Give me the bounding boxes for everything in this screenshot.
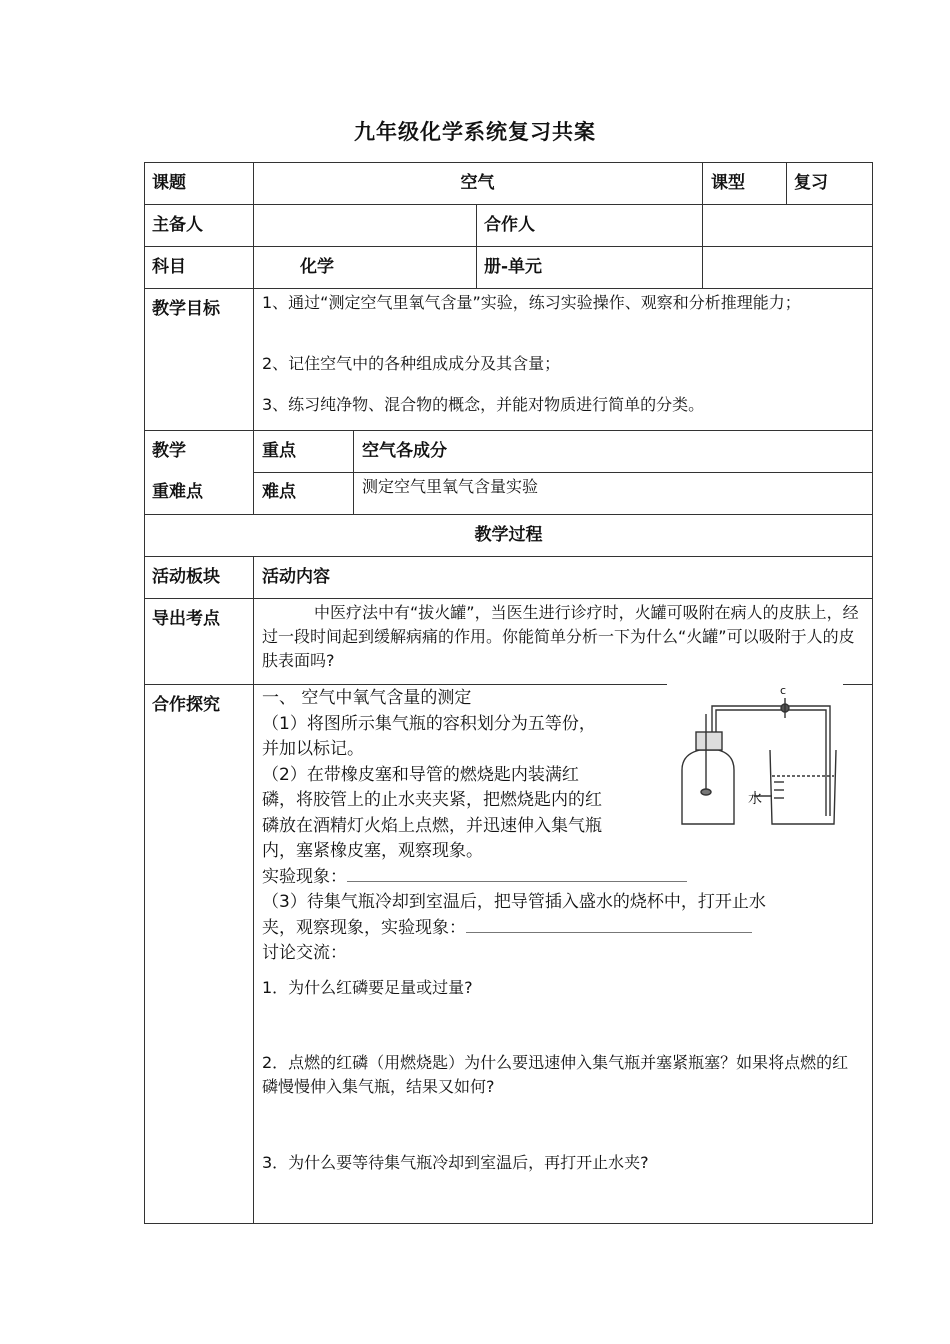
coop-label: 合作人 bbox=[484, 215, 535, 235]
step2-line-b: 磷，将胶管上的止水夹夹紧，把燃烧匙内的红 bbox=[262, 790, 602, 810]
phenomenon-blank-2 bbox=[466, 918, 752, 933]
section-title: 一、 空气中氧气含量的测定 bbox=[262, 688, 472, 708]
difficulty-label: 难点 bbox=[262, 482, 296, 502]
step1-line-b: 并加以标记。 bbox=[262, 739, 364, 759]
step3-line-b: 夹，观察现象，实验现象： bbox=[262, 917, 466, 938]
apparatus-figure bbox=[672, 684, 844, 830]
lead-label: 主备人 bbox=[152, 215, 203, 235]
combustion-spoon bbox=[701, 789, 711, 795]
phenomenon-blank bbox=[347, 867, 687, 882]
unit-label: 册-单元 bbox=[484, 257, 543, 277]
focus-value: 空气各成分 bbox=[362, 441, 447, 461]
discuss-label: 讨论交流： bbox=[262, 943, 347, 963]
process-header: 教学过程 bbox=[474, 525, 543, 545]
topic-label: 课题 bbox=[152, 173, 186, 193]
step2-line-d: 内，塞紧橡皮塞，观察现象。 bbox=[262, 841, 483, 861]
question-2: 2．点燃的红磷（用燃烧匙）为什么要迅速伸入集气瓶并塞紧瓶塞？如果将点燃的红磷慢慢伸入集气瓶，结果又如何? bbox=[262, 1053, 849, 1096]
activity-col-label: 活动板块 bbox=[152, 567, 220, 587]
question-3: 3．为什么要等待集气瓶冷却到室温后，再打开止水夹? bbox=[262, 1153, 649, 1172]
coop-explore-label: 合作探究 bbox=[152, 695, 220, 715]
goal-item-1: 1、通过“测定空气里氧气含量”实验，练习实验操作、观察和分析推理能力； bbox=[262, 293, 801, 312]
intro-label: 导出考点 bbox=[152, 609, 220, 629]
content-col-label: 活动内容 bbox=[262, 567, 330, 587]
goals-label: 教学目标 bbox=[152, 299, 220, 319]
topic-value: 空气 bbox=[460, 173, 495, 193]
step1-line-a: （1）将图所示集气瓶的容积划分为五等份， bbox=[262, 713, 596, 734]
gas-bottle bbox=[682, 750, 734, 824]
page-title: 九年级化学系统复习共案 bbox=[354, 120, 596, 144]
step2-line-a: （2）在带橡皮塞和导管的燃烧匙内装满红 bbox=[262, 764, 579, 785]
step3-line-a: （3）待集气瓶冷却到室温后，把导管插入盛水的烧杯中，打开止水 bbox=[262, 892, 766, 912]
goal-item-3: 3、练习纯净物、混合物的概念，并能对物质进行简单的分类。 bbox=[262, 395, 705, 414]
intro-text: 中医疗法中有“拔火罐”，当医生进行诊疗时，火罐可吸附在病人的皮肤上，经过一段时间起到缓解病痛的作用。你能简单分析一下为什么“火罐”可以吸附于人的皮肤表面吗? bbox=[262, 603, 859, 670]
question-1: 1．为什么红磷要足量或过量? bbox=[262, 978, 473, 997]
subject-value: 化学 bbox=[300, 257, 334, 277]
focus-label: 重点 bbox=[262, 441, 296, 461]
difficulty-value: 测定空气里氧气含量实验 bbox=[362, 477, 539, 496]
subject-label: 科目 bbox=[152, 257, 186, 277]
goal-item-2: 2、记住空气中的各种组成成分及其含量； bbox=[262, 354, 561, 373]
rubber-stopper bbox=[696, 732, 722, 750]
phenomenon-label: 实验现象： bbox=[262, 866, 347, 887]
key-label-1: 教学 bbox=[152, 441, 186, 461]
water-label: 水 bbox=[748, 791, 762, 807]
clip-label: c bbox=[780, 684, 787, 697]
key-label-2: 重难点 bbox=[152, 482, 203, 502]
type-label: 课型 bbox=[711, 173, 745, 193]
step2-line-c: 磷放在酒精灯火焰上点燃，并迅速伸入集气瓶 bbox=[262, 815, 602, 836]
type-value: 复习 bbox=[794, 173, 828, 193]
